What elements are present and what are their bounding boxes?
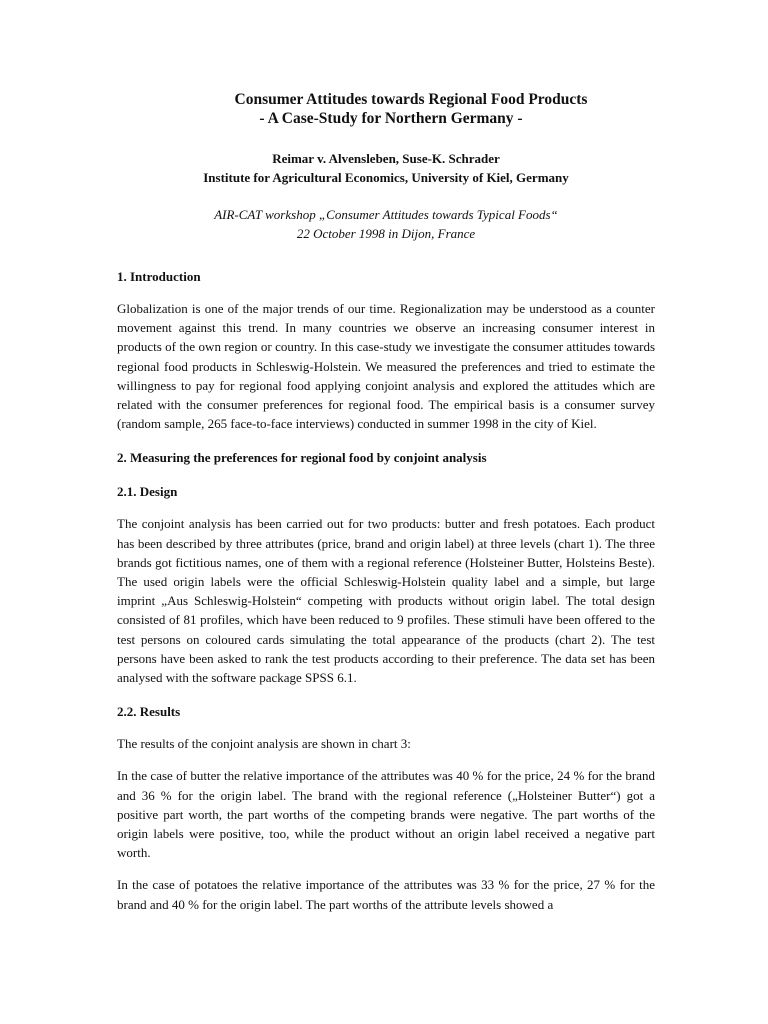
subsection-heading-design: 2.1. Design <box>117 484 178 500</box>
section-heading-measuring: 2. Measuring the preferences for regional food by conjoint analysis <box>117 450 487 466</box>
workshop-date: 22 October 1998 in Dijon, France <box>296 226 476 241</box>
authors: Reimar v. Alvensleben, Suse-K. Schrader <box>272 151 500 166</box>
paragraph-design: The conjoint analysis has been carried out for two products: butter and fresh potatoes. Each product has been described by three attributes (price, brand and origin label) at three levels (chart 1). The three brands got fictitious names, one of them with a regional reference (Holsteiner Butter, Holsteins Beste). The used origin labels were the official Schleswig-Holstein quality label and a simple, but large imprint „Aus Schleswig-Holstein“ competing with products without origin label. The total design consisted of 81 profiles, which have been reduced to 9 profiles. These stimuli have been offered to the test persons on coloured cards simulating the total appearance of the products (chart 2). The test persons have been asked to rank the test products according to their preference. The data set has been analysed with the software package SPSS 6.1. <box>117 516 655 686</box>
subsection-heading-results: 2.2. Results <box>117 704 181 720</box>
title-line-1: Consumer Attitudes towards Regional Food Products <box>234 91 588 108</box>
workshop-info <box>117 205 655 243</box>
title-line-2: - A Case-Study for Northern Germany - <box>259 110 523 127</box>
section-heading-introduction: 1. Introduction <box>117 269 201 284</box>
affiliation: Institute for Agricultural Economics, University of Kiel, Germany <box>203 170 569 185</box>
paragraph-introduction: Globalization is one of the major trends of our time. Regionalization may be understood as a counter movement against this trend. In many countries we observe an increasing consumer interest in products of the own region or country. In this case-study we investigate the consumer attitudes towards regional food products in Schleswig-Holstein. We measured the preferences and tried to estimate the willingness to pay for regional food applying conjoint analysis and explored the attitudes which are related with the consumer preferences for regional food. The empirical basis is a consumer survey (random sample, 265 face-to-face interviews) conducted in summer 1998 in the city of Kiel. <box>117 301 655 432</box>
paragraph-results-butter: In the case of butter the relative importance of the attributes was 40 % for the price, 24 % for the brand and 36 % for the origin label. The brand with the regional reference („Holsteiner Butter“) got a positive part worth, the part worths of the competing brands were negative. The part worths of the origin labels were positive, too, while the product without an origin label received a negative part worth. <box>117 768 655 861</box>
workshop-title: AIR-CAT workshop „Consumer Attitudes towards Typical Foods“ <box>214 207 558 222</box>
author-block <box>117 149 655 187</box>
paragraph-results-intro: The results of the conjoint analysis are shown in chart 3: <box>117 736 411 752</box>
paper-title <box>117 90 655 128</box>
paragraph-results-potatoes: In the case of potatoes the relative importance of the attributes was 33 % for the price, 27 % for the brand and 40 % for the origin label. The part worths of the attribute levels showed a <box>117 877 655 912</box>
